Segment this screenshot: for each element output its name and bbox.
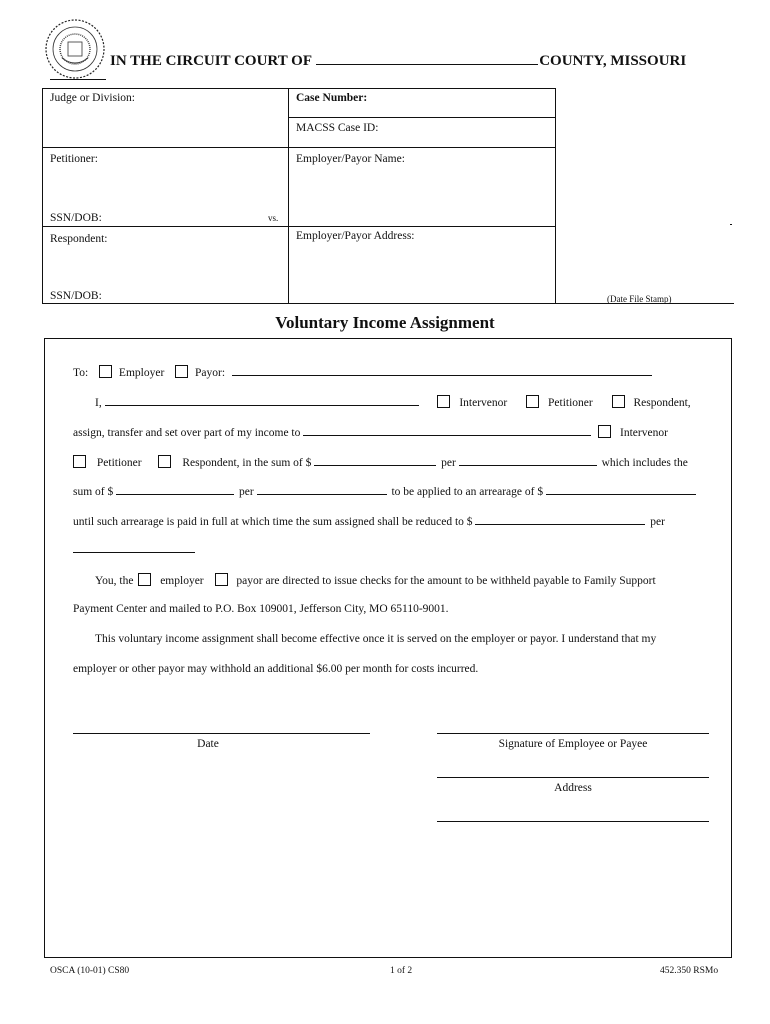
petitioner-checkbox[interactable] (526, 395, 539, 408)
footer-form-id: OSCA (10-01) CS80 (50, 966, 130, 976)
macss-label: MACSS Case ID: (296, 122, 379, 134)
you-the-line (95, 573, 656, 587)
until-text: until such arrearage is paid in full at which time the sum assigned shall be reduced to $ (73, 516, 473, 528)
footer-page-number: 1 of 2 (390, 966, 413, 976)
assign-line (73, 424, 668, 439)
assign-text: assign, transfer and set over part of my income to (73, 427, 301, 439)
ssn-dob-label: SSN/DOB: (50, 212, 102, 224)
employer-name-label: Employer/Payor Name: (296, 153, 405, 165)
footer-statute: 452.350 RSMo (660, 966, 719, 976)
date-file-stamp-label: (Date File Stamp) (607, 294, 672, 304)
i-line (95, 394, 691, 409)
payor-checkbox[interactable] (175, 365, 188, 378)
effective-text: This voluntary income assignment shall become effective once it is served on the employer or payor. I understand that my (95, 633, 657, 645)
caption-rule (42, 147, 556, 148)
applied-label: to be applied to an arrearage of $ (391, 486, 544, 498)
payor-label: Payor: (195, 367, 226, 379)
caption-rule (42, 226, 556, 227)
court-header (110, 50, 686, 70)
employer-label: employer (160, 575, 204, 587)
to-name-field[interactable] (232, 364, 652, 376)
i-label: I, (95, 397, 102, 409)
caption-divider (288, 88, 289, 304)
petitioner-checkbox[interactable] (73, 455, 86, 468)
reduced-amount-field[interactable] (475, 513, 645, 525)
respondent-checkbox[interactable] (612, 395, 625, 408)
sum-amount-field[interactable] (314, 454, 436, 466)
name-field[interactable] (105, 394, 419, 406)
sum-period-field[interactable] (459, 454, 597, 466)
address-label: Address (554, 782, 592, 794)
address-line-2[interactable] (437, 821, 709, 822)
judge-label: Judge or Division: (50, 92, 135, 104)
to-line (73, 364, 652, 379)
stamp-mark (730, 224, 732, 225)
employer-label: Employer (118, 367, 165, 379)
respondent-sum-label: Respondent, in the sum of $ (182, 457, 312, 469)
you-the-label: You, the (95, 575, 134, 587)
date-label: Date (197, 738, 219, 750)
assignee-field[interactable] (303, 424, 591, 436)
until-line (73, 513, 665, 528)
arrearage-period-field[interactable] (257, 483, 387, 495)
intervenor-label: Intervenor (459, 397, 508, 409)
which-includes-label: which includes the (601, 457, 688, 469)
sum-line (73, 454, 688, 469)
to-label: To: (73, 367, 89, 379)
employer-checkbox[interactable] (99, 365, 112, 378)
intervenor-checkbox[interactable] (437, 395, 450, 408)
case-number-label: Case Number: (296, 92, 368, 104)
address-line[interactable] (437, 777, 709, 778)
seal-underline (50, 79, 106, 80)
petitioner-label: Petitioner (96, 457, 142, 469)
form-title: Voluntary Income Assignment (275, 313, 495, 332)
payment-center-text: Payment Center and mailed to P.O. Box 109001, Jefferson City, MO 65110-9001. (73, 603, 449, 615)
caption-rule (288, 117, 556, 118)
employer-checkbox[interactable] (138, 573, 151, 586)
payor-checkbox[interactable] (215, 573, 228, 586)
sum-of-label: sum of $ (73, 486, 114, 498)
per-label: per (650, 516, 665, 528)
reduced-period-field[interactable] (73, 552, 195, 553)
county-blank[interactable] (316, 50, 538, 65)
signature-line[interactable] (437, 733, 709, 734)
header-title-right: COUNTY, MISSOURI (539, 53, 687, 69)
per-label: per (239, 486, 254, 498)
per-label: per (441, 457, 456, 469)
date-signature-line[interactable] (73, 733, 370, 734)
arrearage-line (73, 483, 696, 498)
arrearage-total-field[interactable] (546, 483, 696, 495)
case-caption-table (42, 88, 556, 304)
arrearage-amount-field[interactable] (116, 483, 234, 495)
signature-label: Signature of Employee or Payee (498, 738, 648, 750)
respondent-label: Respondent: (50, 233, 108, 245)
petitioner-label: Petitioner (548, 397, 593, 409)
intervenor-checkbox[interactable] (598, 425, 611, 438)
state-seal-icon (44, 18, 106, 80)
payor-directed-text: payor are directed to issue checks for the amount to be withheld payable to Family Support (236, 575, 656, 587)
intervenor-label: Intervenor (620, 427, 668, 439)
vs-label: vs. (268, 213, 279, 223)
petitioner-label: Petitioner: (50, 153, 98, 165)
employer-address-label: Employer/Payor Address: (296, 230, 415, 242)
respondent-checkbox[interactable] (158, 455, 171, 468)
ssn-dob-label: SSN/DOB: (50, 290, 102, 302)
respondent-label: Respondent, (633, 397, 691, 409)
header-title-left: IN THE CIRCUIT COURT OF (110, 53, 312, 69)
withhold-text: employer or other payor may withhold an additional $6.00 per month for costs incurred. (73, 663, 479, 675)
